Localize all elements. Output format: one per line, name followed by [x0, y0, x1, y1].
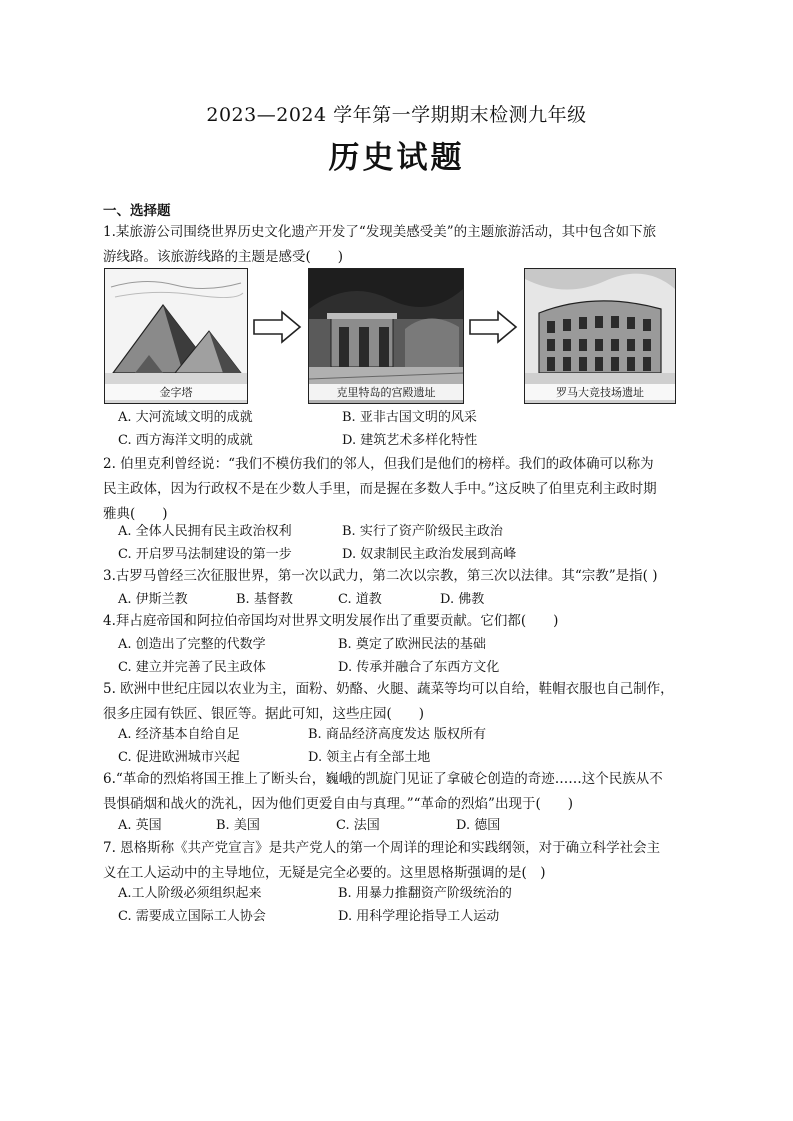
question-6-line-1: 6.“革命的烈焰将国王推上了断头台，巍峨的凯旋门见证了拿破仑创造的奇迹……这个民族从不	[103, 771, 663, 787]
question-3-stem	[103, 564, 698, 589]
question-6-options	[118, 814, 678, 837]
question-2-stem	[103, 452, 698, 527]
question-7-stem	[103, 836, 698, 886]
question-3-options	[118, 588, 678, 611]
question-7-option-a: A.工人阶级必须组织起来	[118, 886, 262, 901]
question-4-line-1: 4.拜占庭帝国和阿拉伯帝国均对世界文明发展作出了重要贡献。它们都( )	[103, 613, 559, 629]
question-2-option-b: B. 实行了资产阶级民主政治	[342, 524, 503, 539]
question-5-option-b: B. 商品经济高度发达 版权所有	[308, 727, 486, 742]
question-7-line-2: 义在工人运动中的主导地位，无疑是完全必要的。这里恩格斯强调的是( )	[103, 865, 546, 881]
question-1-option-d: D. 建筑艺术多样化特性	[342, 433, 478, 448]
question-7-line-1: 7. 恩格斯称《共产党宣言》是共产党人的第一个周详的理论和实践纲领，对于确立科学社会主	[103, 840, 661, 856]
question-7-option-d: D. 用科学理论指导工人运动	[338, 909, 500, 924]
pyramid-picture	[104, 268, 248, 404]
question-5-option-a: A. 经济基本自给自足	[118, 727, 240, 742]
colosseum-picture	[524, 268, 676, 404]
arrow-right-icon	[468, 310, 518, 348]
question-1-option-c: C. 西方海洋文明的成就	[118, 433, 253, 448]
question-5-options	[118, 723, 678, 769]
question-4-option-a: A. 创造出了完整的代数学	[118, 637, 266, 652]
question-1-options	[118, 406, 678, 452]
exam-header-title: 2023—2024 学年第一学期期末检测九年级	[206, 104, 587, 126]
question-1-line-2: 游线路。该旅游线路的主题是感受( )	[103, 249, 344, 265]
question-6-option-a: A. 英国	[118, 818, 162, 833]
question-1-option-b: B. 亚非古国文明的风采	[342, 410, 477, 425]
question-6-line-2: 畏惧硝烟和战火的洗礼，因为他们更爱自由与真理。”“革命的烈焰”出现于( )	[103, 796, 573, 812]
question-2-options	[118, 520, 678, 566]
question-7-option-c: C. 需要成立国际工人协会	[118, 909, 266, 924]
question-6-option-b: B. 美国	[216, 818, 260, 833]
question-1-image-row	[104, 268, 676, 403]
question-3-option-c: C. 道教	[338, 592, 382, 607]
question-2-line-3: 雅典( )	[103, 506, 168, 522]
question-4-option-b: B. 奠定了欧洲民法的基础	[338, 637, 486, 652]
question-1-line-1: 1.某旅游公司围绕世界历史文化遗产开发了“发现美感受美”的主题旅游活动，其中包含如下旅	[103, 224, 657, 240]
palace-ruins-picture	[308, 268, 464, 404]
question-2-line-2: 民主政体，因为行政权不是在少数人手里，而是握在多数人手中。”这反映了伯里克利主政时期	[103, 481, 657, 497]
question-7-options	[118, 882, 678, 928]
pyramid-caption: 金字塔	[105, 384, 247, 400]
question-2-option-a: A. 全体人民拥有民主政治权利	[118, 524, 292, 539]
question-7-option-b: B. 用暴力推翻资产阶级统治的	[338, 886, 512, 901]
question-5-line-1: 5. 欧洲中世纪庄园以农业为主，面粉、奶酪、火腿、蔬菜等均可以自给，鞋帽衣服也自己制作，	[103, 681, 674, 697]
question-3-option-b: B. 基督教	[236, 592, 293, 607]
question-6-stem	[103, 767, 698, 817]
question-5-line-2: 很多庄园有铁匠、银匠等。据此可知，这些庄园( )	[103, 706, 425, 722]
question-5-stem	[103, 677, 698, 727]
question-6-option-d: D. 德国	[456, 818, 501, 833]
exam-subject-title: 历史试题	[328, 140, 465, 176]
question-3-option-d: D. 佛教	[440, 592, 485, 607]
colosseum-caption: 罗马大竞技场遗址	[525, 384, 675, 400]
question-4-options	[118, 633, 678, 679]
question-6-option-c: C. 法国	[336, 818, 380, 833]
palace-ruins-caption: 克里特岛的宫殿遗址	[309, 384, 463, 400]
question-5-option-d: D. 领主占有全部土地	[308, 750, 431, 765]
question-4-option-c: C. 建立并完善了民主政体	[118, 660, 266, 675]
arrow-right-icon	[252, 310, 302, 348]
question-1-stem	[103, 220, 698, 270]
question-2-option-c: C. 开启罗马法制建设的第一步	[118, 547, 292, 562]
question-4-stem	[103, 609, 698, 634]
question-4-option-d: D. 传承并融合了东西方文化	[338, 660, 500, 675]
question-3-line-1: 3.古罗马曾经三次征服世界，第一次以武力，第二次以宗教，第三次以法律。其“宗教”是指( )	[103, 568, 658, 584]
question-1-option-a: A. 大河流域文明的成就	[118, 410, 253, 425]
question-2-option-d: D. 奴隶制民主政治发展到高峰	[342, 547, 517, 562]
section-heading: 一、选择题	[103, 203, 171, 219]
question-2-line-1: 2. 伯里克利曾经说：“我们不模仿我们的邻人，但我们是他们的榜样。我们的政体确可以称为	[103, 456, 654, 472]
question-5-option-c: C. 促进欧洲城市兴起	[118, 750, 240, 765]
question-3-option-a: A. 伊斯兰教	[118, 592, 188, 607]
